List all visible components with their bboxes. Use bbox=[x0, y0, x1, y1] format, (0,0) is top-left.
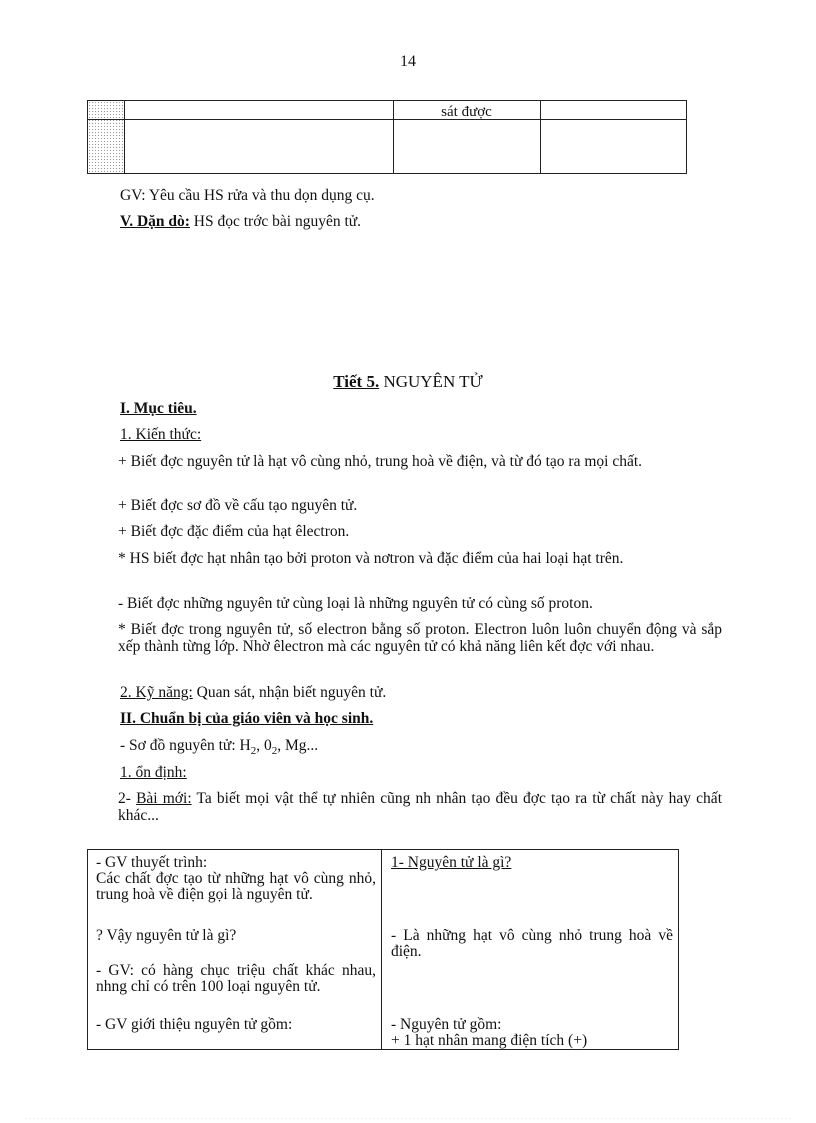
diagram-line bbox=[120, 737, 318, 757]
objective-item bbox=[96, 453, 722, 470]
dan-do-text: HS đọc trớc bài nguyên tử. bbox=[189, 213, 362, 230]
table-cell-right: - Nguyên tử gồm: bbox=[391, 1016, 502, 1033]
table-cell-left: ? Vậy nguyên tử là gì? bbox=[96, 927, 237, 944]
table-row bbox=[88, 101, 686, 120]
diagram-text: , Mg... bbox=[277, 737, 319, 754]
subscript: 2 bbox=[271, 745, 278, 758]
stabilize-heading: 1. ổn định: bbox=[120, 764, 187, 781]
lesson-label: Tiết 5. bbox=[333, 372, 380, 391]
objective-text: * Biết đợc trong nguyên tử, số electron bằng số proton. Electron luôn luôn chuyển động và sắp xếp thành từng lớp. Nhờ êlectron mà các nguyên tử có khả năng liên kết đợc với nhau. bbox=[118, 621, 722, 655]
new-lesson-label: Bài mới: bbox=[136, 790, 192, 807]
objective-item bbox=[96, 550, 722, 567]
new-lesson-text: Ta biết mọi vật thể tự nhiên cũng nh nhân tạo đều đợc tạo ra từ chất này hay chất khác... bbox=[118, 790, 722, 824]
objective-text: + Biết đợc sơ đồ về cấu tạo nguyên tử. bbox=[118, 497, 358, 514]
table-cell-left: Các chất đợc tạo từ những hạt vô cùng nhỏ, trung hoà về điện gọi là nguyên tử. bbox=[96, 870, 376, 903]
footer-dots bbox=[24, 1118, 792, 1119]
table-cell: sát được bbox=[441, 104, 492, 120]
skills-text: Quan sát, nhận biết nguyên tử. bbox=[192, 684, 387, 701]
table-divider bbox=[124, 101, 125, 173]
table-divider bbox=[381, 850, 382, 1049]
dan-do-line bbox=[120, 213, 361, 231]
subscript: 2 bbox=[250, 745, 257, 758]
subsection-knowledge: 1. Kiến thức: bbox=[120, 426, 202, 443]
objective-item bbox=[96, 523, 722, 540]
dan-do-label: V. Dặn dò: bbox=[120, 213, 190, 230]
table-cell-left: - GV giới thiệu nguyên tử gồm: bbox=[96, 1016, 293, 1033]
objective-text: * HS biết đợc hạt nhân tạo bởi proton và nơtron và đặc điểm của hai loại hạt trên. bbox=[118, 550, 624, 567]
diagram-text: - Sơ đồ nguyên tử: H bbox=[120, 737, 251, 754]
gv-instruction: GV: Yêu cầu HS rửa và thu dọn dụng cụ. bbox=[120, 187, 375, 204]
objective-text: - Biết đợc những nguyên tử cùng loại là những nguyên tử có cùng số proton. bbox=[118, 595, 593, 612]
new-lesson-prefix: 2- bbox=[118, 790, 137, 807]
new-lesson-paragraph bbox=[96, 790, 722, 824]
skills-label: 2. Kỹ năng: bbox=[120, 684, 193, 701]
section-objectives: I. Mục tiêu. bbox=[120, 400, 197, 417]
table-divider bbox=[540, 101, 541, 173]
lesson-name: NGUYÊN TỬ bbox=[379, 372, 483, 391]
table-cell-left: - GV thuyết trình: bbox=[96, 854, 208, 871]
objective-item bbox=[96, 621, 722, 655]
objective-item bbox=[96, 497, 722, 514]
table-cell-left: - GV: có hàng chục triệu chất khác nhau, nhng chỉ có trên 100 loại nguyên tử. bbox=[96, 962, 376, 995]
objective-text: + Biết đợc nguyên tử là hạt vô cùng nhỏ, trung hoà về điện, và từ đó tạo ra mọi chất. bbox=[118, 453, 643, 470]
section-preparation: II. Chuẩn bị của giáo viên và học sinh. bbox=[120, 710, 374, 727]
page-number: 14 bbox=[400, 53, 416, 70]
table-cell-right: - Là những hạt vô cùng nhỏ trung hoà về điện. bbox=[391, 927, 673, 960]
activity-table bbox=[87, 849, 679, 1050]
top-table bbox=[87, 100, 687, 174]
skills-line bbox=[120, 684, 386, 702]
lesson-title bbox=[0, 372, 816, 392]
table-cell-right: + 1 hạt nhân mang điện tích (+) bbox=[391, 1032, 588, 1049]
table-cell-right: 1- Nguyên tử là gì? bbox=[391, 854, 512, 871]
objective-item bbox=[96, 595, 722, 612]
diagram-text: , 0 bbox=[256, 737, 272, 754]
objective-text: + Biết đợc đặc điểm của hạt êlectron. bbox=[118, 523, 350, 540]
